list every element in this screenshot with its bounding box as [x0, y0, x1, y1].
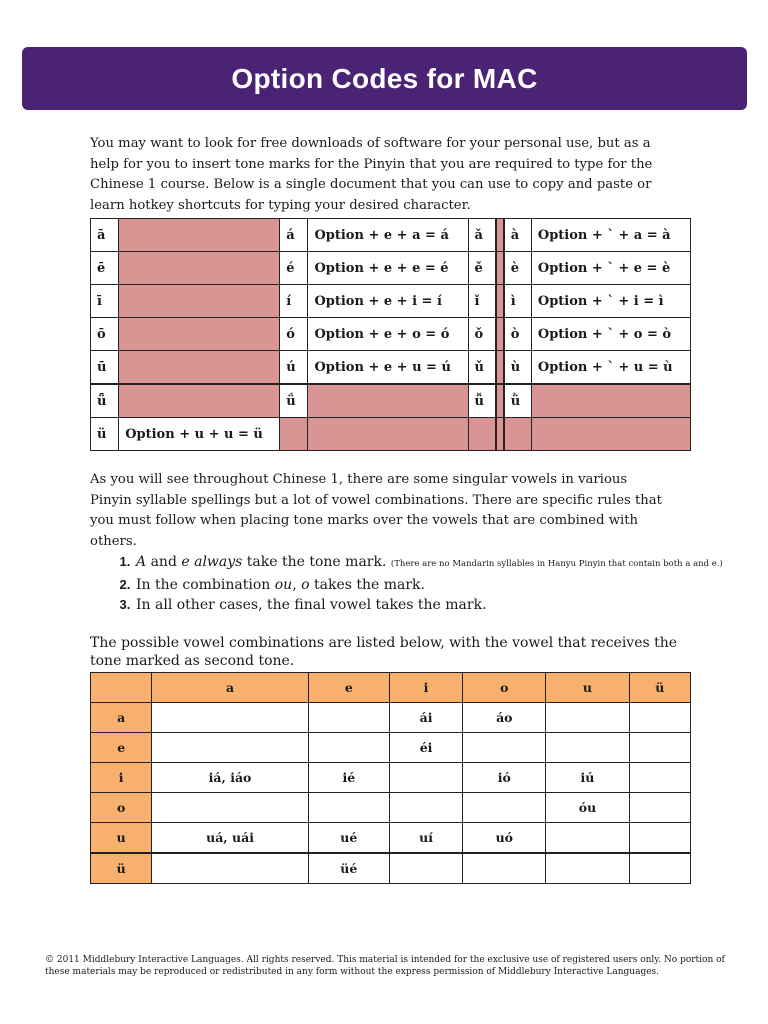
- tone-rules-list: [112, 552, 723, 616]
- combination-cell: [308, 793, 389, 823]
- tone2-code: Option + e + a = á: [308, 219, 468, 252]
- combination-cell: [546, 733, 629, 763]
- tone2-char: á: [280, 219, 308, 252]
- code-row: [91, 351, 691, 385]
- combination-cell: [629, 823, 690, 854]
- column-header: ü: [629, 673, 690, 703]
- tone3-code-cell: [496, 219, 504, 252]
- combination-cell: [463, 793, 546, 823]
- combination-cell: [546, 703, 629, 733]
- code-row: [91, 384, 691, 418]
- tone2-char: ǘ: [280, 384, 308, 418]
- combination-cell: [152, 853, 308, 884]
- tone4-char: ù: [504, 351, 532, 385]
- tone4-code: Option + ` + a = à: [531, 219, 690, 252]
- combination-cell: [546, 823, 629, 854]
- tone1-char: ī: [91, 285, 119, 318]
- combination-cell: [463, 853, 546, 884]
- code-row: [91, 418, 691, 451]
- vowel-row: [91, 823, 691, 854]
- combination-cell: [629, 853, 690, 884]
- tone1-code-cell: [119, 351, 280, 385]
- combination-cell: [389, 793, 462, 823]
- vowel-row: [91, 763, 691, 793]
- tone4-char: ò: [504, 318, 532, 351]
- tone3-char: ǚ: [468, 384, 496, 418]
- column-header: a: [152, 673, 308, 703]
- empty-cell: [496, 418, 504, 451]
- row-header: e: [91, 733, 152, 763]
- combination-cell: éi: [389, 733, 462, 763]
- combination-cell: [629, 733, 690, 763]
- code-row: [91, 318, 691, 351]
- combination-cell: iá, iáo: [152, 763, 308, 793]
- tone4-char: è: [504, 252, 532, 285]
- tone1-char: ū: [91, 351, 119, 385]
- tone3-char: ě: [468, 252, 496, 285]
- vowel-row: [91, 793, 691, 823]
- combination-cell: ái: [389, 703, 462, 733]
- combinations-intro: The possible vowel combinations are listed below, with the vowel that receives the tone marked as second tone.: [90, 635, 678, 669]
- combination-cell: üé: [308, 853, 389, 884]
- tone4-char: ǜ: [504, 384, 532, 418]
- combination-cell: [152, 703, 308, 733]
- tone4-char: à: [504, 219, 532, 252]
- combination-cell: óu: [546, 793, 629, 823]
- combination-cell: [389, 763, 462, 793]
- combination-cell: [152, 733, 308, 763]
- row-header: ü: [91, 853, 152, 884]
- tone1-char: ē: [91, 252, 119, 285]
- empty-cell: [531, 418, 690, 451]
- combination-cell: [389, 853, 462, 884]
- code-row: [91, 252, 691, 285]
- empty-cell: [468, 418, 496, 451]
- tone2-code: Option + e + i = í: [308, 285, 468, 318]
- tone3-char: ǎ: [468, 219, 496, 252]
- title-banner: [22, 47, 747, 110]
- combination-cell: ié: [308, 763, 389, 793]
- empty-cell: [504, 418, 532, 451]
- combination-cell: [629, 793, 690, 823]
- tone2-char: é: [280, 252, 308, 285]
- tone4-code: Option + ` + o = ò: [531, 318, 690, 351]
- tone2-code: Option + e + o = ó: [308, 318, 468, 351]
- tone1-char: ā: [91, 219, 119, 252]
- rule-1: 1. A and e always take the tone mark. (There are no Mandarin syllables in Hanyu Pinyin that contain both a and e.): [134, 552, 723, 575]
- tone1-code-cell: [119, 384, 280, 418]
- combination-cell: [629, 763, 690, 793]
- combination-cell: ió: [463, 763, 546, 793]
- tone4-code: [531, 384, 690, 418]
- vowel-rules-intro: As you will see throughout Chinese 1, there are some singular vowels in various Pinyin syllable spellings but a lot of vowel combinations. There are specific rules that you must follow when placing tone marks over the vowels that are combined with others.: [90, 472, 662, 549]
- tone3-code-cell: [496, 351, 504, 385]
- intro-paragraph: You may want to look for free downloads of software for your personal use, but as a help for you to insert tone marks for the Pinyin that you are required to type for the Chinese 1 course. Below is a single document that you can use to copy and paste or learn hotkey shortcuts for typing your desired character.: [90, 136, 653, 213]
- column-header: e: [308, 673, 389, 703]
- tone2-char: ú: [280, 351, 308, 385]
- tone3-code-cell: [496, 318, 504, 351]
- column-header: i: [389, 673, 462, 703]
- code-row: [91, 219, 691, 252]
- vowel-combinations-table: [90, 672, 691, 884]
- combination-cell: [629, 703, 690, 733]
- tone2-code: Option + e + u = ú: [308, 351, 468, 385]
- vowel-row: [91, 853, 691, 884]
- umlaut-char: ü: [91, 418, 119, 451]
- row-header: i: [91, 763, 152, 793]
- copyright-footer: © 2011 Middlebury Interactive Languages. All rights reserved. This material is intended for the exclusive use of registered users only. No portion of these materials may be reproduced or redistributed in any form without the express permission of Middlebury Interactive Languages.: [45, 955, 725, 977]
- rule-2: 2. In the combination ou, o takes the mark.: [134, 575, 723, 596]
- combination-cell: uá, uái: [152, 823, 308, 854]
- column-header: o: [463, 673, 546, 703]
- rule-1-note: (There are no Mandarin syllables in Hanyu Pinyin that contain both a and e.): [390, 559, 723, 569]
- combination-cell: áo: [463, 703, 546, 733]
- tone2-char: ó: [280, 318, 308, 351]
- tone1-code-cell: [119, 318, 280, 351]
- umlaut-code: Option + u + u = ü: [119, 418, 280, 451]
- option-codes-table: [90, 218, 691, 451]
- combination-cell: ué: [308, 823, 389, 854]
- tone1-code-cell: [119, 219, 280, 252]
- tone1-code-cell: [119, 252, 280, 285]
- tone3-char: ǔ: [468, 351, 496, 385]
- tone4-code: Option + ` + i = ì: [531, 285, 690, 318]
- combination-cell: uó: [463, 823, 546, 854]
- combination-cell: [308, 703, 389, 733]
- tone3-char: ǒ: [468, 318, 496, 351]
- row-header: o: [91, 793, 152, 823]
- combination-cell: uí: [389, 823, 462, 854]
- tone1-code-cell: [119, 285, 280, 318]
- combination-cell: [546, 853, 629, 884]
- rule-3: 3. In all other cases, the final vowel takes the mark.: [134, 595, 723, 616]
- column-header: [91, 673, 152, 703]
- row-header: a: [91, 703, 152, 733]
- combination-cell: [463, 733, 546, 763]
- page-title: Option Codes for MAC: [231, 62, 538, 94]
- tone4-code: Option + ` + u = ù: [531, 351, 690, 385]
- tone2-code: Option + e + e = é: [308, 252, 468, 285]
- tone3-code-cell: [496, 252, 504, 285]
- code-row: [91, 285, 691, 318]
- combination-cell: [152, 793, 308, 823]
- tone2-code: [308, 384, 468, 418]
- vowel-row: [91, 733, 691, 763]
- tone4-code: Option + ` + e = è: [531, 252, 690, 285]
- tone3-code-cell: [496, 384, 504, 418]
- tone4-char: ì: [504, 285, 532, 318]
- combination-cell: iú: [546, 763, 629, 793]
- empty-cell: [308, 418, 468, 451]
- tone1-char: ō: [91, 318, 119, 351]
- tone2-char: í: [280, 285, 308, 318]
- row-header: u: [91, 823, 152, 854]
- vowel-row: [91, 703, 691, 733]
- tone3-code-cell: [496, 285, 504, 318]
- empty-cell: [280, 418, 308, 451]
- combination-cell: [308, 733, 389, 763]
- column-header: u: [546, 673, 629, 703]
- tone3-char: ǐ: [468, 285, 496, 318]
- tone1-char: ǖ: [91, 384, 119, 418]
